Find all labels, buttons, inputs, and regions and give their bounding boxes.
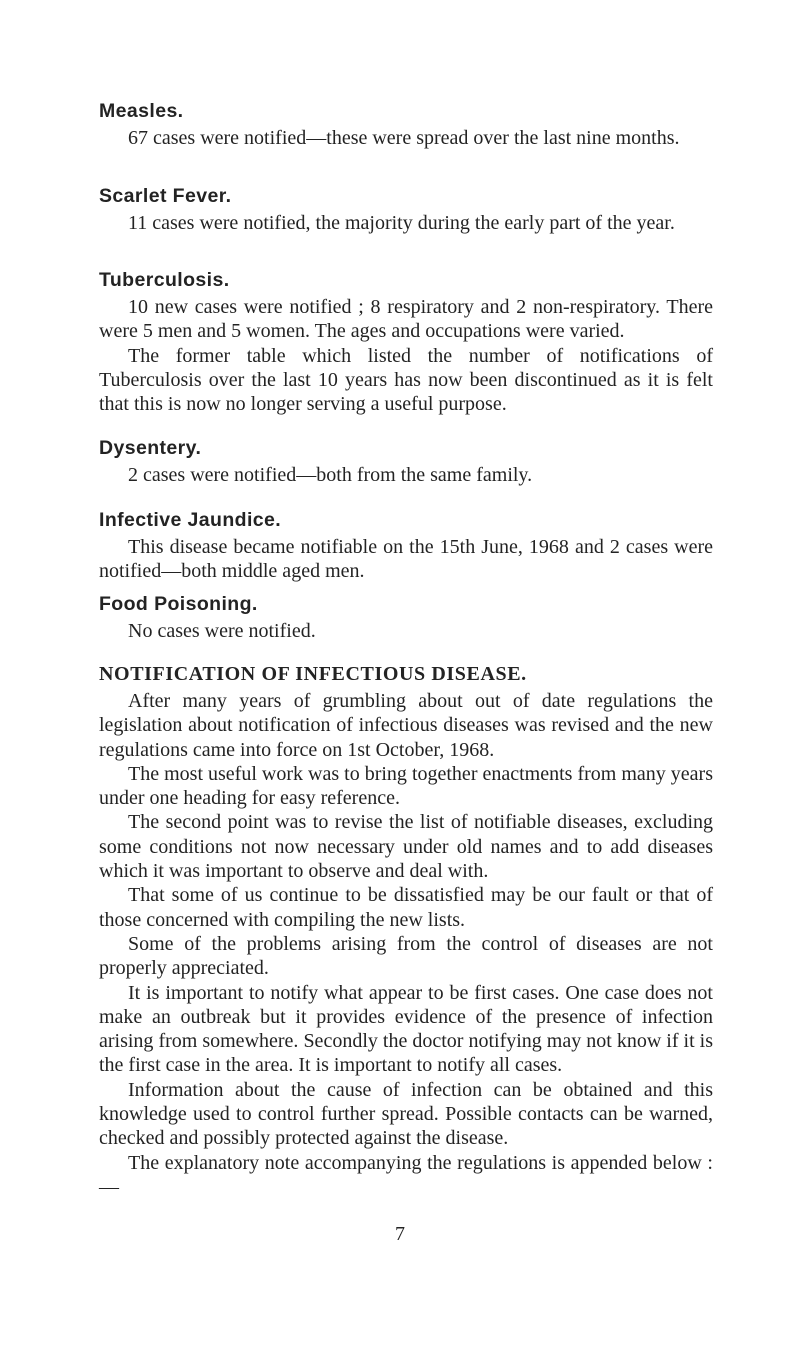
section-food-poisoning: [99, 589, 713, 659]
notification-paragraph: That some of us continue to be dissatisfied may be our fault or that of those concerned with compiling the new lists.: [99, 884, 713, 931]
section-text-dysentery: 2 cases were notified—both from the same family.: [128, 464, 533, 486]
section-heading-measles: Measles.: [99, 100, 184, 122]
section-dysentery: [99, 433, 713, 505]
notification-paragraph: The most useful work was to bring together enactments from many years under one heading for easy reference.: [99, 762, 713, 810]
section-text-food-poisoning: No cases were notified.: [128, 620, 316, 642]
report-page: [99, 96, 713, 1199]
notification-paragraph: The explanatory note accompanying the regulations is appended below :—: [99, 1151, 713, 1198]
section-text-tuberculosis-1: 10 new cases were notified ; 8 respiratory and 2 non-respiratory. There were 5 men and 5 women. The ages and occupations were varied.: [99, 296, 713, 343]
section-infective-jaundice: [99, 505, 713, 589]
section-text-infective-jaundice: This disease became notifiable on the 15th June, 1968 and 2 cases were notified—both middle aged men.: [99, 536, 713, 583]
section-measles: [99, 96, 713, 181]
notification-paragraph: After many years of grumbling about out of date regulations the legislation about notification of infectious diseases was revised and the new regulations came into force on 1st October, 1968.: [99, 690, 713, 761]
section-text-scarlet-fever: 11 cases were notified, the majority during the early part of the year.: [128, 212, 675, 234]
section-tuberculosis: [99, 265, 713, 433]
section-notification: [99, 659, 713, 1199]
section-text-measles: 67 cases were notified—these were spread over the last nine months.: [128, 127, 680, 149]
section-text-tuberculosis-2: The former table which listed the number of notifications of Tuberculosis over the last 10 years has now been discontinued as it is felt that this is now no longer serving a useful purpose.: [99, 344, 713, 416]
notification-paragraph: Some of the problems arising from the control of diseases are not properly appreciated.: [99, 932, 713, 980]
section-heading-food-poisoning: Food Poisoning.: [99, 593, 258, 615]
section-heading-infective-jaundice: Infective Jaundice.: [99, 509, 282, 531]
page-number: 7: [395, 1223, 405, 1245]
notification-paragraph: Information about the cause of infection can be obtained and this knowledge used to control further spread. Possible contacts can be warned, checked and possibly protected against the disease.: [99, 1078, 713, 1150]
section-heading-dysentery: Dysentery.: [99, 437, 202, 459]
section-heading-tuberculosis: Tuberculosis.: [99, 269, 230, 291]
notification-paragraph: It is important to notify what appear to be first cases. One case does not make an outbreak but it provides evidence of the presence of infection arising from somewhere. Secondly the doctor notifying may not know if it is the first case in the area. It is important to notify all cases.: [99, 981, 713, 1077]
section-scarlet-fever: [99, 181, 713, 265]
notification-paragraph: The second point was to revise the list of notifiable diseases, excluding some conditions not now necessary under old names and to add diseases which it was important to observe and deal with.: [99, 811, 713, 883]
section-heading-scarlet-fever: Scarlet Fever.: [99, 185, 232, 207]
notification-heading: NOTIFICATION OF INFECTIOUS DISEASE.: [99, 663, 527, 685]
